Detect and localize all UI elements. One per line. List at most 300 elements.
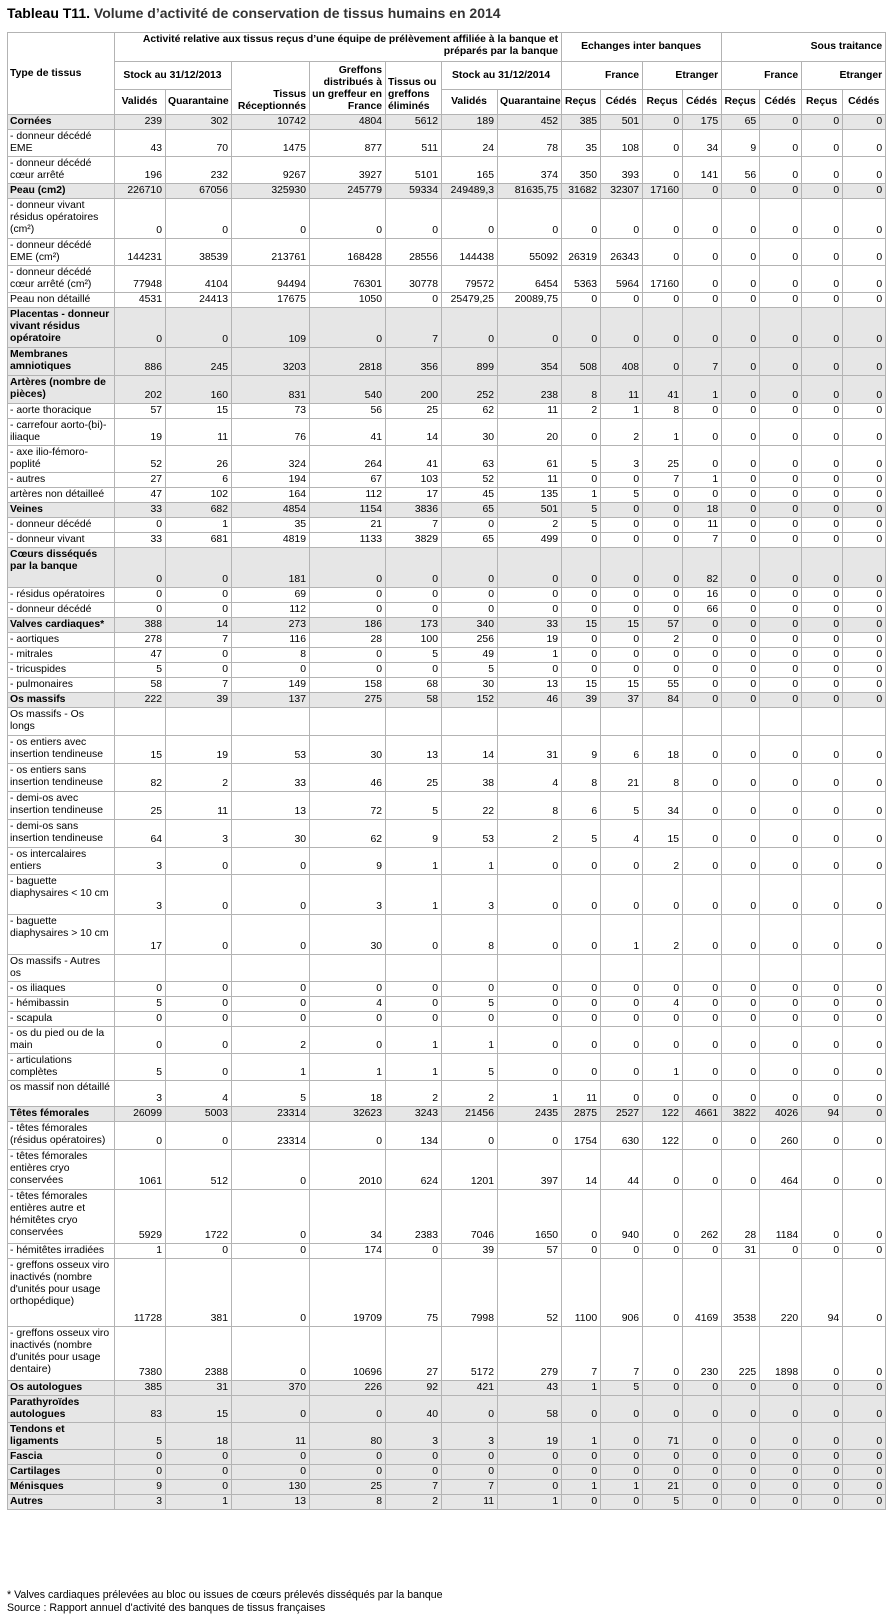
- cell-value: 65: [442, 533, 498, 548]
- cell-value: 0: [498, 1465, 562, 1480]
- cell-value: 0: [166, 1027, 232, 1054]
- cell-value: 1: [683, 473, 722, 488]
- row-label: - greffons osseux viro inactivés (nombre d'unités pour usage orthopédique): [8, 1259, 115, 1327]
- cell-value: 0: [760, 1495, 802, 1510]
- cell-value: 63: [442, 446, 498, 473]
- cell-value: 0: [166, 915, 232, 955]
- cell-value: 38: [442, 764, 498, 792]
- cell-value: 7: [683, 533, 722, 548]
- row-label: - donneur décédé EME: [8, 130, 115, 157]
- sous-france-header: France: [722, 62, 802, 90]
- cell-value: 0: [802, 518, 843, 533]
- cell-value: 3203: [232, 348, 310, 376]
- cell-value: 0: [166, 1465, 232, 1480]
- cell-value: 4: [310, 997, 386, 1012]
- cell-value: 25479,25: [442, 293, 498, 308]
- cell-value: 0: [760, 1027, 802, 1054]
- cell-value: 0: [722, 1396, 760, 1423]
- cell-value: 0: [562, 548, 601, 588]
- cell-value: 397: [498, 1150, 562, 1190]
- cell-value: 5: [232, 1081, 310, 1107]
- cell-value: 0: [166, 1122, 232, 1150]
- cell-value: 28: [310, 633, 386, 648]
- cell-value: 0: [802, 115, 843, 130]
- cell-value: 20: [498, 419, 562, 446]
- cell-value: 0: [722, 915, 760, 955]
- cell-value: 877: [310, 130, 386, 157]
- cell-value: 57: [643, 618, 683, 633]
- table-row: [8, 1054, 886, 1081]
- cell-value: 0: [683, 1081, 722, 1107]
- cell-value: 262: [683, 1190, 722, 1244]
- cell-value: 0: [643, 982, 683, 997]
- cell-value: 0: [683, 404, 722, 419]
- cell-value: 0: [601, 199, 643, 239]
- cell-value: 30: [232, 820, 310, 848]
- table-row: [8, 1244, 886, 1259]
- cell-value: 0: [683, 308, 722, 348]
- cell-value: 0: [562, 533, 601, 548]
- table-row: [8, 1107, 886, 1122]
- cell-value: 5: [562, 446, 601, 473]
- cell-value: 0: [115, 1122, 166, 1150]
- cell-value: 70: [166, 130, 232, 157]
- cell-value: 0: [232, 1465, 310, 1480]
- footnote-valves: * Valves cardiaques prélevées au bloc ou issues de cœurs prélevés disséqués par la banque: [7, 1589, 443, 1601]
- cell-value: 5: [643, 1495, 683, 1510]
- cell-value: 0: [310, 1122, 386, 1150]
- cell-value: 886: [115, 348, 166, 376]
- cell-value: 0: [802, 820, 843, 848]
- cell-value: 239: [115, 115, 166, 130]
- table-row: [8, 348, 886, 376]
- table-row: [8, 184, 886, 199]
- cell-value: 0: [562, 648, 601, 663]
- cell-value: 0: [843, 1450, 886, 1465]
- table-row: [8, 157, 886, 184]
- cell-value: 260: [760, 1122, 802, 1150]
- cell-value: 0: [760, 308, 802, 348]
- cell-value: 512: [166, 1150, 232, 1190]
- table-row: [8, 982, 886, 997]
- cell-value: 8: [643, 764, 683, 792]
- cell-value: 421: [442, 1381, 498, 1396]
- cell-value: 34: [643, 792, 683, 820]
- cell-value: 0: [232, 1259, 310, 1327]
- cell-value: 11728: [115, 1259, 166, 1327]
- cell-value: 0: [386, 1244, 442, 1259]
- cell-value: 0: [802, 293, 843, 308]
- table-row: [8, 708, 886, 736]
- cell-value: 1: [562, 488, 601, 503]
- cell-value: 0: [760, 764, 802, 792]
- activity-table: [7, 32, 886, 1510]
- cell-value: 0: [683, 693, 722, 708]
- cell-value: 0: [232, 982, 310, 997]
- row-label: - baguette diaphysaires > 10 cm: [8, 915, 115, 955]
- cell-value: 25: [643, 446, 683, 473]
- cell-value: 0: [802, 1244, 843, 1259]
- cell-value: 2: [386, 1495, 442, 1510]
- cell-value: 0: [843, 1423, 886, 1450]
- cell-value: 0: [601, 1396, 643, 1423]
- cell-value: 0: [802, 1150, 843, 1190]
- cell-value: 0: [843, 446, 886, 473]
- cell-value: 0: [310, 982, 386, 997]
- cell-value: [310, 955, 386, 982]
- cell-value: 0: [802, 1396, 843, 1423]
- cell-value: 4104: [166, 266, 232, 293]
- row-label: - donneur décédé cœur arrêté (cm²): [8, 266, 115, 293]
- row-label: Autres: [8, 1495, 115, 1510]
- cell-value: 0: [115, 588, 166, 603]
- cell-value: 75: [386, 1259, 442, 1327]
- cell-value: 0: [722, 266, 760, 293]
- cell-value: 13: [498, 678, 562, 693]
- cell-value: 94494: [232, 266, 310, 293]
- cell-value: 0: [722, 376, 760, 404]
- cell-value: 1: [683, 376, 722, 404]
- cell-value: 0: [562, 588, 601, 603]
- cell-value: 6: [601, 736, 643, 764]
- type-tissus-header: Type de tissus: [8, 33, 115, 115]
- cell-value: 56: [722, 157, 760, 184]
- cell-value: 1: [386, 875, 442, 915]
- table-row: [8, 1450, 886, 1465]
- table-row: [8, 473, 886, 488]
- cell-value: 0: [683, 663, 722, 678]
- cell-value: 3: [601, 446, 643, 473]
- cell-value: 0: [802, 1480, 843, 1495]
- cell-value: 0: [386, 1012, 442, 1027]
- cell-value: 0: [562, 848, 601, 875]
- cell-value: 7: [562, 1327, 601, 1381]
- cell-value: 0: [760, 603, 802, 618]
- cell-value: 0: [442, 1396, 498, 1423]
- cell-value: 3: [310, 875, 386, 915]
- cell-value: 0: [562, 1450, 601, 1465]
- cell-value: 0: [498, 997, 562, 1012]
- cell-value: [601, 955, 643, 982]
- cell-value: 0: [802, 533, 843, 548]
- cell-value: 0: [442, 982, 498, 997]
- cell-value: 122: [643, 1122, 683, 1150]
- cell-value: 0: [683, 1465, 722, 1480]
- cell-value: 0: [601, 633, 643, 648]
- table-body: [8, 115, 886, 1510]
- table-row: [8, 848, 886, 875]
- table-row: [8, 603, 886, 618]
- cell-value: 9: [562, 736, 601, 764]
- cell-value: 0: [562, 473, 601, 488]
- cell-value: 11: [166, 419, 232, 446]
- cell-value: 0: [683, 239, 722, 266]
- cell-value: 0: [601, 293, 643, 308]
- cell-value: 0: [760, 1381, 802, 1396]
- cell-value: 102: [166, 488, 232, 503]
- echanges-group-header: Echanges inter banques: [562, 33, 722, 62]
- cell-value: 0: [601, 1012, 643, 1027]
- table-row: [8, 548, 886, 588]
- cell-value: 55092: [498, 239, 562, 266]
- cell-value: 381: [166, 1259, 232, 1327]
- cell-value: 0: [683, 1054, 722, 1081]
- table-row: [8, 1480, 886, 1495]
- cell-value: 0: [760, 820, 802, 848]
- cell-value: 899: [442, 348, 498, 376]
- cell-value: 256: [442, 633, 498, 648]
- cell-value: 0: [760, 848, 802, 875]
- row-label: Cornées: [8, 115, 115, 130]
- cell-value: 3927: [310, 157, 386, 184]
- cell-value: 3822: [722, 1107, 760, 1122]
- cell-value: 0: [442, 603, 498, 618]
- cell-value: 464: [760, 1150, 802, 1190]
- echanges-france-cedes-header: Cédés: [601, 90, 643, 115]
- cell-value: 0: [683, 1450, 722, 1465]
- cell-value: [232, 955, 310, 982]
- cell-value: 0: [843, 1327, 886, 1381]
- cell-value: 181: [232, 548, 310, 588]
- cell-value: [562, 955, 601, 982]
- cell-value: 0: [601, 1081, 643, 1107]
- cell-value: 0: [760, 157, 802, 184]
- cell-value: 0: [498, 1122, 562, 1150]
- cell-value: 508: [562, 348, 601, 376]
- cell-value: 0: [843, 184, 886, 199]
- cell-value: 0: [843, 348, 886, 376]
- cell-value: 0: [166, 199, 232, 239]
- cell-value: 25: [386, 764, 442, 792]
- cell-value: 15: [562, 618, 601, 633]
- cell-value: 24413: [166, 293, 232, 308]
- cell-value: 0: [643, 199, 683, 239]
- cell-value: 40: [386, 1396, 442, 1423]
- cell-value: 0: [722, 678, 760, 693]
- cell-value: 64: [115, 820, 166, 848]
- cell-value: 0: [683, 184, 722, 199]
- cell-value: 0: [722, 404, 760, 419]
- cell-value: 0: [442, 199, 498, 239]
- cell-value: 0: [722, 1450, 760, 1465]
- cell-value: 245: [166, 348, 232, 376]
- cell-value: 3836: [386, 503, 442, 518]
- row-label: Os autologues: [8, 1381, 115, 1396]
- cell-value: 34: [310, 1190, 386, 1244]
- cell-value: 682: [166, 503, 232, 518]
- cell-value: 0: [643, 1327, 683, 1381]
- cell-value: 94: [802, 1107, 843, 1122]
- cell-value: [115, 708, 166, 736]
- row-label: - hémibassin: [8, 997, 115, 1012]
- cell-value: 238: [498, 376, 562, 404]
- cell-value: 0: [498, 1054, 562, 1081]
- cell-value: 0: [601, 997, 643, 1012]
- table-row: [8, 376, 886, 404]
- cell-value: 92: [386, 1381, 442, 1396]
- cell-value: 1201: [442, 1150, 498, 1190]
- cell-value: 0: [843, 1244, 886, 1259]
- cell-value: 7: [166, 678, 232, 693]
- cell-value: 324: [232, 446, 310, 473]
- cell-value: 0: [843, 115, 886, 130]
- cell-value: 9: [722, 130, 760, 157]
- cell-value: 13: [232, 1495, 310, 1510]
- cell-value: 21: [601, 764, 643, 792]
- cell-value: 19: [115, 419, 166, 446]
- row-label: - aorte thoracique: [8, 404, 115, 419]
- row-label: - os iliaques: [8, 982, 115, 997]
- cell-value: 0: [802, 997, 843, 1012]
- cell-value: 0: [722, 736, 760, 764]
- cell-value: 2: [386, 1081, 442, 1107]
- cell-value: 7: [166, 633, 232, 648]
- cell-value: 0: [562, 1054, 601, 1081]
- cell-value: 0: [802, 693, 843, 708]
- cell-value: 0: [601, 1244, 643, 1259]
- cell-value: 7: [386, 308, 442, 348]
- cell-value: 46: [498, 693, 562, 708]
- cell-value: 0: [760, 633, 802, 648]
- cell-value: 0: [498, 1450, 562, 1465]
- cell-value: 0: [115, 199, 166, 239]
- cell-value: 0: [310, 199, 386, 239]
- table-row: [8, 1327, 886, 1381]
- cell-value: 27: [115, 473, 166, 488]
- cell-value: 46: [310, 764, 386, 792]
- cell-value: 37: [601, 693, 643, 708]
- cell-value: 264: [310, 446, 386, 473]
- cell-value: 0: [760, 1423, 802, 1450]
- cell-value: 61: [498, 446, 562, 473]
- cell-value: 4: [643, 997, 683, 1012]
- cell-value: 164: [232, 488, 310, 503]
- table-row: [8, 678, 886, 693]
- row-label: os massif non détaillé: [8, 1081, 115, 1107]
- cell-value: 220: [760, 1259, 802, 1327]
- cell-value: 0: [722, 184, 760, 199]
- cell-value: 65: [442, 503, 498, 518]
- cell-value: 0: [115, 1450, 166, 1465]
- cell-value: 0: [760, 473, 802, 488]
- cell-value: 4026: [760, 1107, 802, 1122]
- row-label: Cœurs disséqués par la banque: [8, 548, 115, 588]
- row-label: Cartilages: [8, 1465, 115, 1480]
- row-label: - donneur vivant: [8, 533, 115, 548]
- cell-value: 0: [802, 157, 843, 184]
- cell-value: 45: [442, 488, 498, 503]
- cell-value: 103: [386, 473, 442, 488]
- row-label: Artères (nombre de pièces): [8, 376, 115, 404]
- cell-value: 122: [643, 1107, 683, 1122]
- cell-value: 275: [310, 693, 386, 708]
- cell-value: 47: [115, 488, 166, 503]
- cell-value: 18: [683, 503, 722, 518]
- cell-value: 624: [386, 1150, 442, 1190]
- cell-value: 0: [760, 875, 802, 915]
- cell-value: 340: [442, 618, 498, 633]
- cell-value: 25: [115, 792, 166, 820]
- cell-value: 0: [498, 308, 562, 348]
- cell-value: [643, 955, 683, 982]
- cell-value: 0: [643, 130, 683, 157]
- stock-2013-header: Stock au 31/12/2013: [115, 62, 232, 90]
- cell-value: 0: [643, 488, 683, 503]
- row-label: - têtes fémorales (résidus opératoires): [8, 1122, 115, 1150]
- cell-value: 0: [722, 693, 760, 708]
- cell-value: 23314: [232, 1122, 310, 1150]
- cell-value: 0: [683, 875, 722, 915]
- cell-value: 350: [562, 157, 601, 184]
- table-row: [8, 736, 886, 764]
- cell-value: 0: [232, 1012, 310, 1027]
- cell-value: 2010: [310, 1150, 386, 1190]
- greffons-distribues-header: Greffons distribués à un greffeur en France: [310, 62, 386, 115]
- cell-value: 65: [722, 115, 760, 130]
- cell-value: 3: [115, 1081, 166, 1107]
- cell-value: 0: [601, 533, 643, 548]
- cell-value: 0: [115, 1027, 166, 1054]
- cell-value: 44: [601, 1150, 643, 1190]
- cell-value: 0: [802, 848, 843, 875]
- table-row: [8, 115, 886, 130]
- cell-value: 6: [562, 792, 601, 820]
- cell-value: 0: [760, 736, 802, 764]
- cell-value: 0: [310, 1027, 386, 1054]
- cell-value: 0: [166, 1480, 232, 1495]
- cell-value: 0: [843, 1495, 886, 1510]
- cell-value: 9267: [232, 157, 310, 184]
- cell-value: 0: [601, 588, 643, 603]
- cell-value: 175: [683, 115, 722, 130]
- echanges-etranger-header: Etranger: [643, 62, 722, 90]
- cell-value: 8: [562, 764, 601, 792]
- cell-value: 17: [386, 488, 442, 503]
- cell-value: 0: [722, 1495, 760, 1510]
- table-row: [8, 955, 886, 982]
- cell-value: 0: [683, 1122, 722, 1150]
- cell-value: 1722: [166, 1190, 232, 1244]
- row-label: Tendons et ligaments: [8, 1423, 115, 1450]
- cell-value: 0: [760, 184, 802, 199]
- cell-value: 2383: [386, 1190, 442, 1244]
- cell-value: 0: [498, 199, 562, 239]
- cell-value: 79572: [442, 266, 498, 293]
- cell-value: 0: [601, 308, 643, 348]
- cell-value: 0: [843, 1150, 886, 1190]
- cell-value: 141: [683, 157, 722, 184]
- cell-value: 1898: [760, 1327, 802, 1381]
- cell-value: [601, 708, 643, 736]
- cell-value: 5: [562, 503, 601, 518]
- cell-value: 4854: [232, 503, 310, 518]
- cell-value: 5172: [442, 1327, 498, 1381]
- cell-value: 112: [232, 603, 310, 618]
- cell-value: 0: [683, 736, 722, 764]
- cell-value: 186: [310, 618, 386, 633]
- row-label: - articulations complètes: [8, 1054, 115, 1081]
- cell-value: 41: [386, 446, 442, 473]
- cell-value: 0: [802, 184, 843, 199]
- cell-value: 0: [683, 1495, 722, 1510]
- table-row: [8, 488, 886, 503]
- cell-value: 7: [643, 473, 683, 488]
- cell-value: 38539: [166, 239, 232, 266]
- cell-value: 0: [643, 115, 683, 130]
- cell-value: 3829: [386, 533, 442, 548]
- cell-value: 21: [310, 518, 386, 533]
- cell-value: 0: [643, 1081, 683, 1107]
